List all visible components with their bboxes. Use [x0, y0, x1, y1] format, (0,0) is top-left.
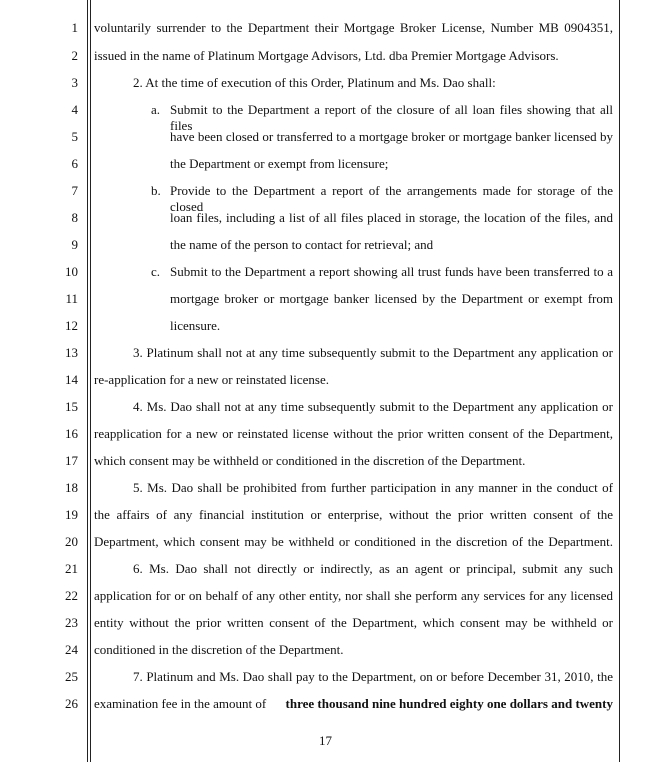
text-line: 7. Platinum and Ms. Dao shall pay to the Department, on or before December 31, 2010, the — [133, 669, 613, 684]
text-line: which consent may be withheld or conditioned in the discretion of the Department. — [94, 453, 526, 468]
line-number: 4 — [71, 102, 78, 117]
line-number: 8 — [71, 210, 78, 225]
text-line: 3. Platinum shall not at any time subsequently submit to the Department any application or — [133, 345, 613, 360]
text-line: entity without the prior written consent of the Department, which consent may be withheld or — [94, 615, 613, 630]
text-line: 6. Ms. Dao shall not directly or indirectly, as an agent or principal, submit any such — [133, 561, 613, 576]
list-marker-b: b. — [151, 183, 161, 198]
list-marker-c: c. — [151, 264, 161, 279]
line-number: 12 — [65, 318, 78, 333]
text-line-plain: examination fee in the amount of — [94, 696, 267, 711]
line-number: 26 — [65, 696, 78, 711]
line-number: 21 — [65, 561, 78, 576]
text-line: the affairs of any financial institution or enterprise, without the prior written consent of the — [94, 507, 613, 522]
line-number: 3 — [71, 75, 78, 90]
text-line: the Department or exempt from licensure; — [170, 156, 389, 171]
text-line: Submit to the Department a report showing all trust funds have been transferred to a — [170, 264, 613, 279]
text-line: voluntarily surrender to the Department their Mortgage Broker License, Number MB 0904351, — [94, 20, 613, 35]
line-number: 1 — [71, 20, 78, 35]
right-margin-rule — [619, 0, 620, 762]
line-number: 19 — [65, 507, 78, 522]
text-line: loan files, including a list of all files placed in storage, the location of the files, and — [170, 210, 613, 225]
text-line-26 — [94, 696, 613, 712]
line-number: 16 — [65, 426, 78, 441]
line-number: 5 — [71, 129, 78, 144]
line-number: 6 — [71, 156, 78, 171]
line-number: 14 — [65, 372, 78, 387]
text-line: re-application for a new or reinstated license. — [94, 372, 329, 387]
line-number: 17 — [65, 453, 78, 468]
line-number: 18 — [65, 480, 78, 495]
text-line: 4. Ms. Dao shall not at any time subsequently submit to the Department any application or — [133, 399, 613, 414]
line-number: 13 — [65, 345, 78, 360]
fee-amount-bold: three thousand nine hundred eighty one dollars and twenty — [285, 696, 613, 711]
left-margin-rule-inner — [90, 0, 91, 762]
line-number: 11 — [65, 291, 78, 306]
line-number: 23 — [65, 615, 78, 630]
line-number: 2 — [71, 48, 78, 63]
page-number: 17 — [319, 733, 332, 748]
text-line: licensure. — [170, 318, 221, 333]
line-number: 7 — [71, 183, 78, 198]
text-line: the name of the person to contact for retrieval; and — [170, 237, 434, 252]
line-number: 10 — [65, 264, 78, 279]
line-number: 24 — [65, 642, 78, 657]
text-line: Submit to the Department a report of the closure of all loan files showing that all files — [170, 102, 613, 133]
text-line: Provide to the Department a report of the arrangements made for storage of the closed — [170, 183, 613, 214]
text-line: issued in the name of Platinum Mortgage Advisors, Ltd. dba Premier Mortgage Advisors. — [94, 48, 559, 63]
line-number: 20 — [65, 534, 78, 549]
list-marker-a: a. — [151, 102, 161, 117]
text-line: Department, which consent may be withheld or conditioned in the discretion of the Department. — [94, 534, 613, 549]
text-line: 2. At the time of execution of this Order, Platinum and Ms. Dao shall: — [133, 75, 496, 90]
text-line: 5. Ms. Dao shall be prohibited from further participation in any manner in the conduct of — [133, 480, 613, 495]
text-line: conditioned in the discretion of the Department. — [94, 642, 344, 657]
text-line: mortgage broker or mortgage banker licensed by the Department or exempt from — [170, 291, 613, 306]
line-number: 22 — [65, 588, 78, 603]
text-line: reapplication for a new or reinstated license without the prior written consent of the Department, — [94, 426, 613, 441]
line-number: 25 — [65, 669, 78, 684]
line-number: 15 — [65, 399, 78, 414]
text-line: have been closed or transferred to a mortgage broker or mortgage banker licensed by — [170, 129, 613, 144]
text-line: application for or on behalf of any other entity, nor shall she perform any services for any licensed — [94, 588, 613, 603]
left-margin-rule — [87, 0, 88, 762]
line-number: 9 — [71, 237, 78, 252]
